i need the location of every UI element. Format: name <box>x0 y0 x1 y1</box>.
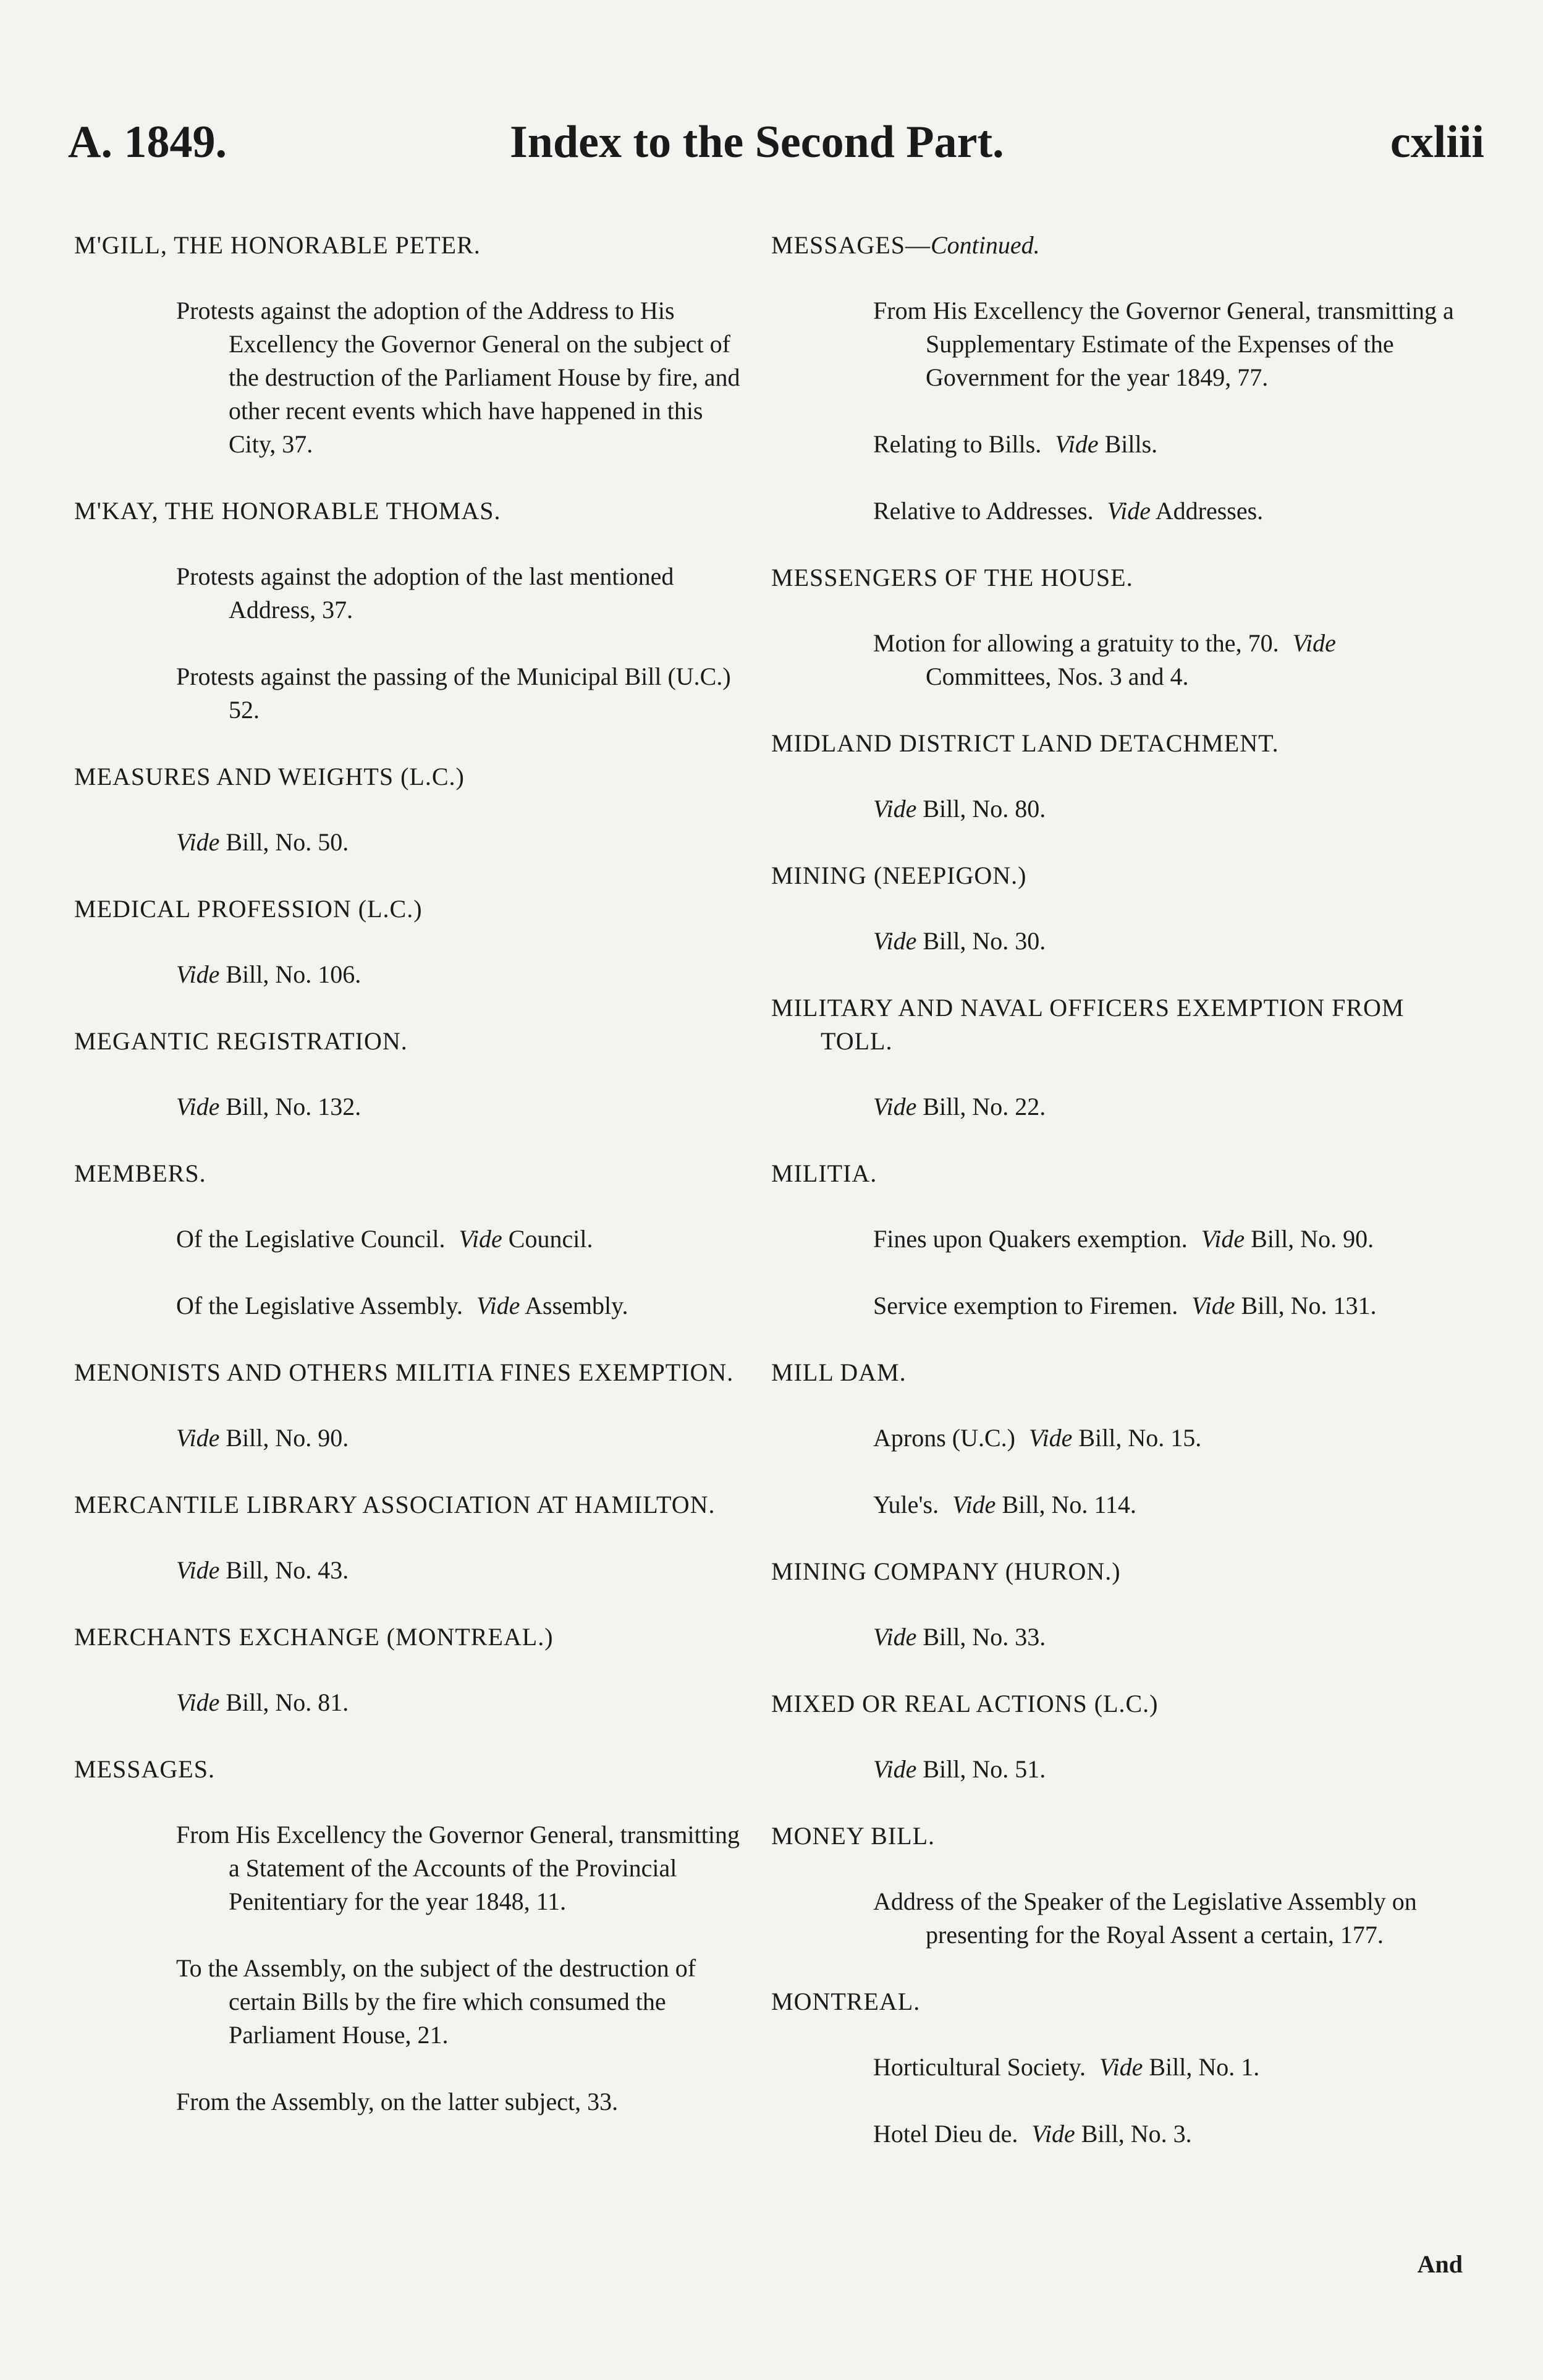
heading-text: MILL DAM. <box>771 1358 907 1386</box>
entry-text: Bill, No. 30. <box>916 927 1046 955</box>
entry-text: From His Excellency the Governor General, transmitting a Statement of the Accounts of the Provincial Penitentiary for the year 1848, 11. <box>176 1821 740 1915</box>
index-heading <box>771 1985 1460 2018</box>
vide-reference: Vide <box>176 1688 220 1716</box>
index-heading <box>74 1157 754 1190</box>
index-entry <box>771 1421 1460 1455</box>
vide-reference: Vide <box>476 1292 520 1319</box>
heading-text: MEMBERS. <box>74 1159 206 1187</box>
index-heading <box>74 760 754 794</box>
entry-text: Bill, No. 3. <box>1075 2120 1192 2148</box>
index-entry <box>771 2117 1460 2151</box>
header-year: A. 1849. <box>68 117 227 167</box>
index-entry <box>771 1885 1460 1952</box>
entry-text: Bill, No. 1. <box>1143 2053 1260 2081</box>
index-heading <box>74 1025 754 1058</box>
entry-subject: Fines upon Quakers exemption. <box>873 1225 1188 1253</box>
index-entry <box>74 1686 754 1719</box>
heading-text: MINING COMPANY (HURON.) <box>771 1557 1121 1585</box>
index-heading <box>771 1157 1460 1190</box>
entry-text: Bill, No. 106. <box>219 960 361 988</box>
entry-subject: Yule's. <box>873 1491 939 1518</box>
entry-text: Address of the Speaker of the Legislative Assembly on presenting for the Royal Assent a certain, 177. <box>873 1887 1417 1949</box>
entry-text: Bill, No. 90. <box>219 1424 349 1452</box>
index-entry <box>74 294 754 461</box>
heading-text: MIDLAND DISTRICT LAND DETACHMENT. <box>771 729 1279 757</box>
heading-text: MILITIA. <box>771 1159 877 1187</box>
entry-subject: Motion for allowing a gratuity to the, 70. <box>873 629 1279 657</box>
index-entry <box>74 1289 754 1323</box>
heading-text: MERCHANTS EXCHANGE (MONTREAL.) <box>74 1623 554 1651</box>
entry-text: Bill, No. 90. <box>1245 1225 1374 1253</box>
vide-reference: Vide <box>1055 430 1099 458</box>
index-entry <box>771 1620 1460 1654</box>
index-heading <box>771 991 1460 1058</box>
index-heading <box>771 859 1460 892</box>
entry-subject: Aprons (U.C.) <box>873 1424 1015 1452</box>
heading-text: MEDICAL PROFESSION (L.C.) <box>74 895 423 923</box>
vide-reference: Vide <box>1107 497 1151 525</box>
index-entry <box>771 294 1460 394</box>
index-heading <box>771 1687 1460 1721</box>
index-heading <box>771 1819 1460 1853</box>
entry-text: From His Excellency the Governor General, transmitting a Supplementary Estimate of the Expenses of the Government for the year 1849, 77. <box>873 297 1454 391</box>
right-column <box>771 229 1460 2184</box>
heading-text: MIXED OR REAL ACTIONS (L.C.) <box>771 1690 1159 1717</box>
index-entry <box>771 1488 1460 1522</box>
entry-subject: Horticultural Society. <box>873 2053 1086 2081</box>
entry-text: Council. <box>502 1225 593 1253</box>
entry-text: Bill, No. 132. <box>219 1093 361 1120</box>
heading-text: MONTREAL. <box>771 1988 921 2015</box>
heading-text: MEGANTIC REGISTRATION. <box>74 1027 408 1055</box>
left-column <box>74 229 754 2152</box>
vide-reference: Vide <box>1191 1292 1235 1319</box>
entry-text: Bill, No. 80. <box>916 795 1046 823</box>
index-heading <box>74 1356 754 1389</box>
index-heading <box>74 494 754 528</box>
page-header <box>68 108 1484 176</box>
vide-reference: Vide <box>873 1093 917 1120</box>
vide-reference: Vide <box>1031 2120 1075 2148</box>
index-entry <box>771 627 1460 693</box>
heading-text: MESSAGES— <box>771 231 931 259</box>
vide-reference: Vide <box>1099 2053 1143 2081</box>
heading-continued: Continued. <box>930 231 1040 259</box>
index-entry <box>74 660 754 727</box>
entry-text: Bill, No. 22. <box>916 1093 1046 1120</box>
entry-subject: Relating to Bills. <box>873 430 1042 458</box>
index-entry <box>74 1222 754 1256</box>
vide-reference: Vide <box>952 1491 996 1518</box>
index-heading <box>771 727 1460 760</box>
index-entry <box>771 1289 1460 1323</box>
entry-text: Bill, No. 81. <box>219 1688 349 1716</box>
index-entry <box>771 2051 1460 2084</box>
heading-text: MENONISTS AND OTHERS MILITIA FINES EXEMPTION. <box>74 1358 734 1386</box>
entry-text: Bill, No. 50. <box>219 828 349 856</box>
index-entry <box>74 1818 754 1918</box>
heading-text: MEASURES AND WEIGHTS (L.C.) <box>74 763 465 790</box>
vide-reference: Vide <box>873 927 917 955</box>
header-title: Index to the Second Part. <box>510 117 1004 167</box>
catchword: And <box>1417 2250 1463 2278</box>
entry-text: Bill, No. 15. <box>1072 1424 1202 1452</box>
index-entry <box>771 792 1460 826</box>
vide-reference: Vide <box>873 1623 917 1651</box>
index-heading <box>74 1488 754 1522</box>
index-heading <box>771 1356 1460 1389</box>
entry-subject: Hotel Dieu de. <box>873 2120 1018 2148</box>
entry-subject: Of the Legislative Assembly. <box>176 1292 463 1319</box>
index-entry <box>771 1090 1460 1124</box>
vide-reference: Vide <box>1201 1225 1245 1253</box>
index-entry <box>74 560 754 627</box>
entry-text: Addresses. <box>1150 497 1264 525</box>
heading-text: M'GILL, THE HONORABLE PETER. <box>74 231 481 259</box>
index-heading <box>771 561 1460 595</box>
heading-text: MESSENGERS OF THE HOUSE. <box>771 564 1133 591</box>
index-heading <box>771 229 1460 262</box>
entry-text: Committees, Nos. 3 and 4. <box>926 663 1189 690</box>
index-entry <box>74 958 754 991</box>
vide-reference: Vide <box>176 1424 220 1452</box>
vide-reference: Vide <box>873 795 917 823</box>
entry-text: Protests against the adoption of the last mentioned Address, 37. <box>176 562 674 624</box>
vide-reference: Vide <box>1028 1424 1073 1452</box>
entry-subject: Service exemption to Firemen. <box>873 1292 1178 1319</box>
index-entry <box>74 1952 754 2052</box>
index-heading <box>74 1753 754 1786</box>
vide-reference: Vide <box>176 960 220 988</box>
index-entry <box>771 1222 1460 1256</box>
index-entry <box>74 1554 754 1587</box>
entry-text: Bill, No. 131. <box>1235 1292 1377 1319</box>
entry-text: Bill, No. 51. <box>916 1755 1046 1783</box>
vide-reference: Vide <box>176 1556 220 1584</box>
index-entry <box>771 1753 1460 1786</box>
entry-text: Assembly. <box>520 1292 628 1319</box>
entry-subject: Relative to Addresses. <box>873 497 1094 525</box>
vide-reference: Vide <box>459 1225 502 1253</box>
vide-reference: Vide <box>1292 629 1336 657</box>
entry-text: To the Assembly, on the subject of the destruction of certain Bills by the fire which consumed the Parliament House, 21. <box>176 1954 696 2049</box>
entry-text: Protests against the adoption of the Address to His Excellency the Governor General on the subject of the destruction of the Parliament House by fire, and other recent events which have happened in this City, 37. <box>176 297 740 458</box>
heading-text: MONEY BILL. <box>771 1822 936 1850</box>
entry-text: Protests against the passing of the Municipal Bill (U.C.) 52. <box>176 663 731 724</box>
index-entry <box>74 826 754 859</box>
entry-subject: Of the Legislative Council. <box>176 1225 446 1253</box>
index-entry <box>771 925 1460 958</box>
entry-text: Bill, No. 114. <box>996 1491 1136 1518</box>
entry-text: Bill, No. 33. <box>916 1623 1046 1651</box>
index-entry <box>771 494 1460 528</box>
index-entry <box>74 2085 754 2119</box>
vide-reference: Vide <box>176 828 220 856</box>
heading-text: MILITARY AND NAVAL OFFICERS EXEMPTION FROM TOLL. <box>771 994 1405 1055</box>
index-heading <box>74 1620 754 1654</box>
heading-text: MESSAGES. <box>74 1755 215 1783</box>
index-heading <box>74 892 754 926</box>
header-page-number: cxliii <box>1390 117 1484 167</box>
entry-text: Bills. <box>1098 430 1158 458</box>
index-entry <box>74 1090 754 1124</box>
heading-text: M'KAY, THE HONORABLE THOMAS. <box>74 497 501 525</box>
vide-reference: Vide <box>176 1093 220 1120</box>
index-heading <box>771 1555 1460 1588</box>
entry-text: Bill, No. 43. <box>219 1556 349 1584</box>
index-entry <box>771 428 1460 461</box>
index-entry <box>74 1421 754 1455</box>
heading-text: MERCANTILE LIBRARY ASSOCIATION AT HAMILTON. <box>74 1491 716 1518</box>
index-heading <box>74 229 754 262</box>
entry-text: From the Assembly, on the latter subject, 33. <box>176 2088 619 2115</box>
vide-reference: Vide <box>873 1755 917 1783</box>
heading-text: MINING (NEEPIGON.) <box>771 862 1027 889</box>
